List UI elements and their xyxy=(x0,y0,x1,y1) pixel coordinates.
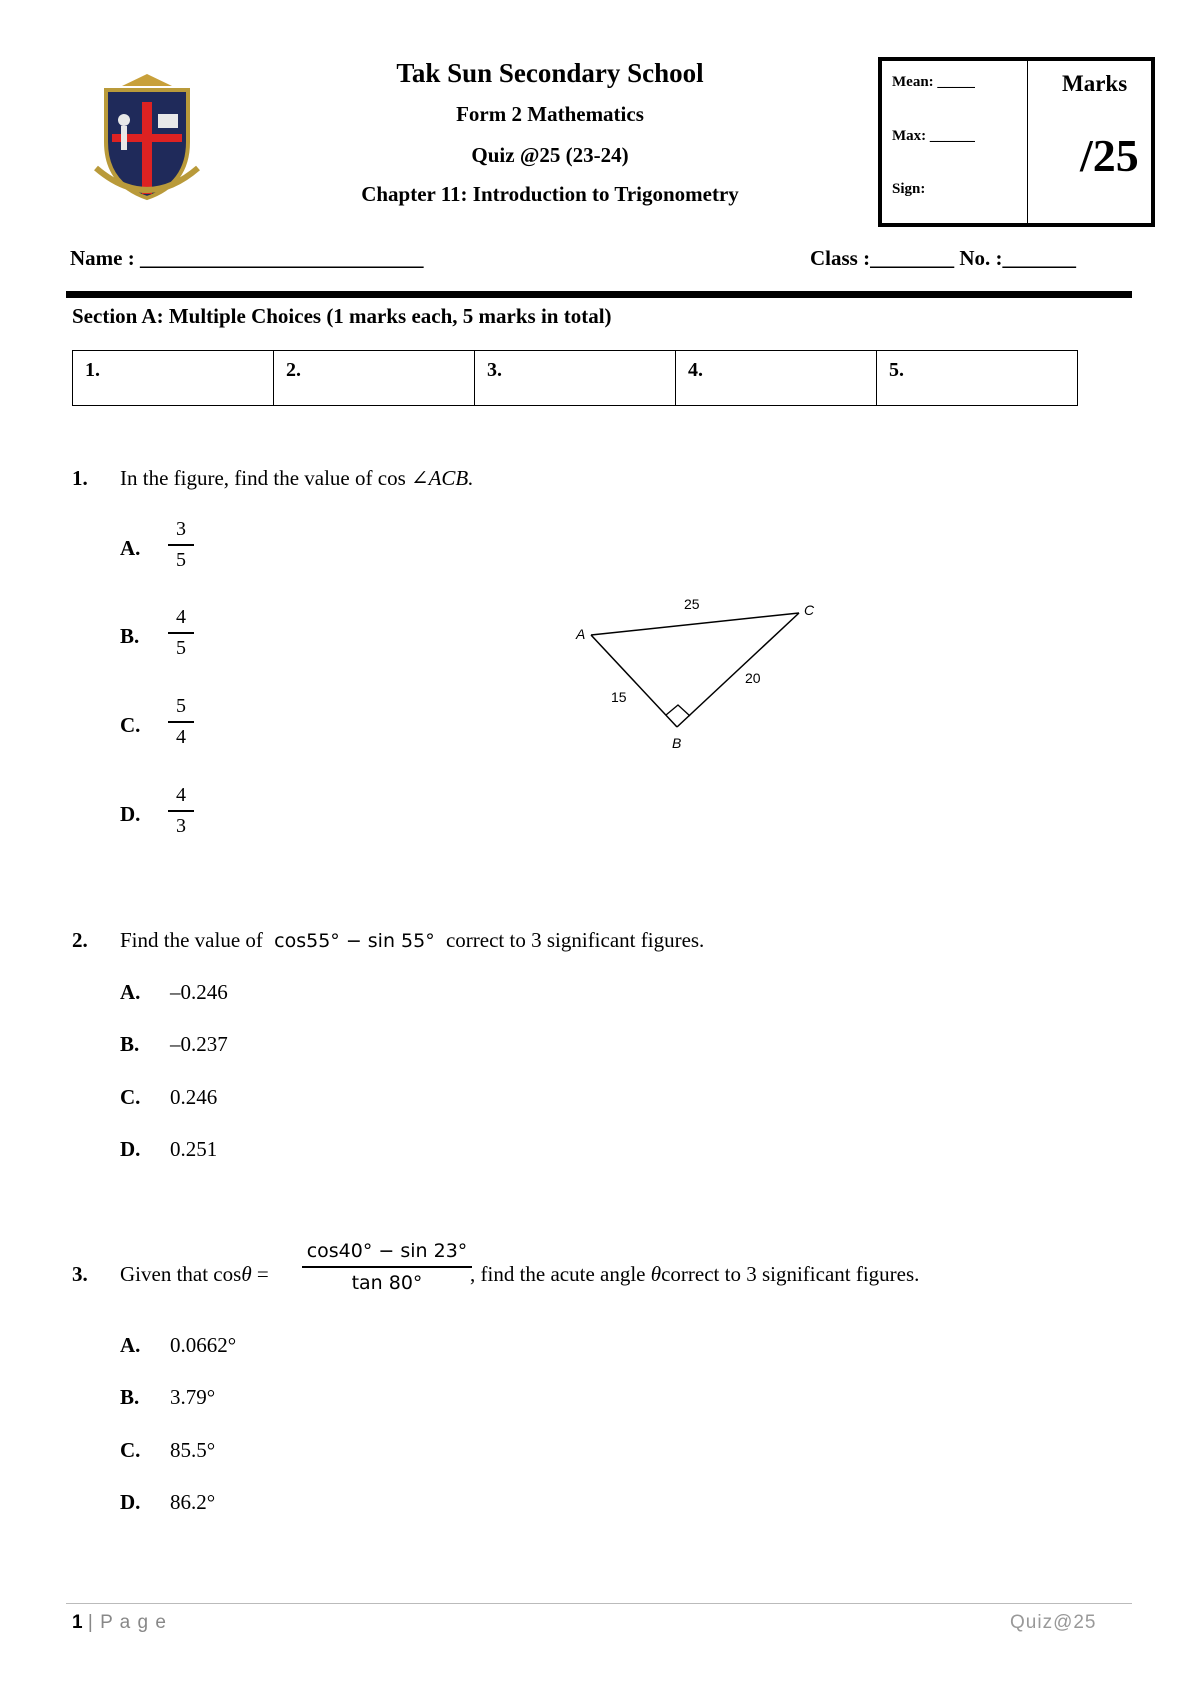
side-bc xyxy=(677,613,799,727)
form-subject: Form 2 Mathematics xyxy=(456,102,644,126)
option-value: –0.246 xyxy=(170,980,228,1004)
right-angle-marker xyxy=(666,705,690,716)
theta-symbol: θ xyxy=(650,1262,662,1286)
question-text-suffix: correct to 3 significant figures. xyxy=(440,928,705,952)
option-1c-fraction xyxy=(166,695,196,749)
question-number: 3. xyxy=(72,1262,88,1286)
fraction-denominator: 5 xyxy=(176,636,186,659)
option-letter: B. xyxy=(120,1032,140,1056)
fraction-numerator: 5 xyxy=(176,695,186,717)
side-ab xyxy=(591,635,677,727)
option-1b-fraction xyxy=(166,606,196,660)
equals-sign: = xyxy=(251,1262,269,1286)
option-3b[interactable] xyxy=(120,1385,215,1410)
option-letter: A. xyxy=(120,536,141,560)
footer-quiz-label: Quiz@25 xyxy=(1010,1612,1097,1633)
fraction-denominator: tan 80° xyxy=(351,1271,423,1294)
school-name: Tak Sun Secondary School xyxy=(396,58,704,88)
header-divider xyxy=(66,291,1132,298)
name-field[interactable]: Name : ___________________________ xyxy=(70,246,424,270)
option-letter: B. xyxy=(120,624,140,648)
question-math: ∠ACB. xyxy=(411,466,474,490)
option-letter: C. xyxy=(120,1085,141,1109)
marks-box xyxy=(878,57,1155,227)
option-2c[interactable] xyxy=(120,1085,217,1110)
option-1a[interactable] xyxy=(120,536,170,561)
option-value: 3.79° xyxy=(170,1385,216,1409)
quiz-title: Quiz @25 (23-24) xyxy=(471,143,629,167)
max-label: Max: ______ xyxy=(892,128,975,144)
question-1 xyxy=(72,466,474,491)
option-letter: B. xyxy=(120,1385,140,1409)
question-3 xyxy=(72,1262,269,1287)
answer-cell-4[interactable]: 4. xyxy=(676,351,877,406)
mean-label: Mean: _____ xyxy=(892,74,975,90)
answer-cell-1[interactable]: 1. xyxy=(73,351,274,406)
question-math: cos55° − sin 55° xyxy=(274,930,435,952)
page-number: 1 xyxy=(72,1612,83,1633)
question-text: In the figure, find the value of cos xyxy=(120,466,411,490)
question-number: 2. xyxy=(72,928,88,952)
question-text-suffix: , find the acute angle xyxy=(470,1262,651,1286)
option-value: –0.237 xyxy=(170,1032,228,1056)
answer-cell-5[interactable]: 5. xyxy=(877,351,1078,406)
option-value: 86.2° xyxy=(170,1490,216,1514)
option-1d[interactable] xyxy=(120,802,170,827)
option-value: 85.5° xyxy=(170,1438,216,1462)
option-1b[interactable] xyxy=(120,624,170,649)
option-value: 0.251 xyxy=(170,1137,218,1161)
option-1d-fraction xyxy=(166,784,196,838)
question-2 xyxy=(72,928,704,953)
option-3d[interactable] xyxy=(120,1490,215,1515)
fraction-denominator: 3 xyxy=(176,814,186,837)
option-letter: D. xyxy=(120,1490,141,1514)
option-letter: D. xyxy=(120,1137,141,1161)
side-ac-label: 25 xyxy=(684,596,700,612)
theta-symbol: θ xyxy=(241,1262,252,1286)
section-a-title: Section A: Multiple Choices (1 marks each, 5 marks in total) xyxy=(72,304,612,328)
school-crest-logo xyxy=(92,72,202,202)
question-text-suffix-2: correct to 3 significant figures. xyxy=(661,1262,920,1286)
option-2d[interactable] xyxy=(120,1137,217,1162)
marks-label: Marks xyxy=(1062,71,1128,96)
side-ac xyxy=(591,613,799,635)
option-value: 0.0662° xyxy=(170,1333,237,1357)
page-word: | P a g e xyxy=(87,1612,167,1633)
option-letter: D. xyxy=(120,802,141,826)
option-1a-fraction xyxy=(166,518,196,572)
fraction-numerator: cos40° − sin 23° xyxy=(306,1240,468,1262)
class-no-field[interactable]: Class :________ No. :_______ xyxy=(810,246,1076,270)
option-value: 0.246 xyxy=(170,1085,218,1109)
side-ab-label: 15 xyxy=(611,689,627,705)
page-indicator xyxy=(72,1612,167,1634)
triangle-figure xyxy=(560,595,830,760)
vertex-c-label: C xyxy=(804,602,815,618)
option-letter: C. xyxy=(120,1438,141,1462)
fraction-denominator: 5 xyxy=(176,548,186,571)
fraction-numerator: 4 xyxy=(176,784,186,806)
vertex-a-label: A xyxy=(576,626,586,642)
question-3-rest xyxy=(470,1262,919,1287)
option-3c[interactable] xyxy=(120,1438,215,1463)
fraction-numerator: 4 xyxy=(176,606,186,628)
answer-cell-3[interactable]: 3. xyxy=(475,351,676,406)
option-letter: A. xyxy=(120,1333,141,1357)
marks-total: /25 xyxy=(1080,130,1139,181)
option-letter: A. xyxy=(120,980,141,1004)
question-3-fraction xyxy=(302,1240,472,1294)
answer-table xyxy=(72,350,1078,406)
fraction-numerator: 3 xyxy=(176,518,186,540)
option-letter: C. xyxy=(120,713,141,737)
option-2b[interactable] xyxy=(120,1032,228,1057)
option-2a[interactable] xyxy=(120,980,228,1005)
sign-label: Sign: xyxy=(892,181,926,197)
option-1c[interactable] xyxy=(120,713,170,738)
option-3a[interactable] xyxy=(120,1333,236,1358)
question-text: Find the value of xyxy=(120,928,269,952)
footer-divider xyxy=(66,1603,1132,1604)
vertex-b-label: B xyxy=(672,735,682,751)
answer-cell-2[interactable]: 2. xyxy=(274,351,475,406)
side-bc-label: 20 xyxy=(745,670,761,686)
chapter-title: Chapter 11: Introduction to Trigonometry xyxy=(361,182,739,206)
question-number: 1. xyxy=(72,466,88,490)
question-text: Given that cos xyxy=(120,1262,242,1286)
fraction-denominator: 4 xyxy=(176,725,186,748)
